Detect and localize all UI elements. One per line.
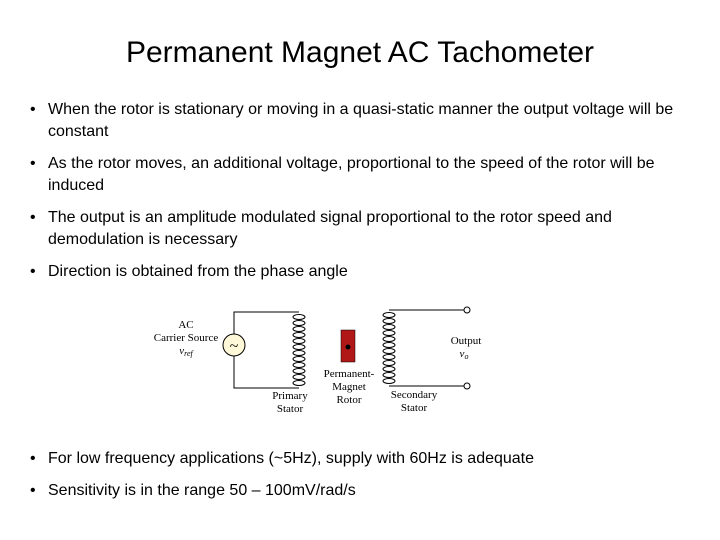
- bullet-text: Direction is obtained from the phase angle: [48, 263, 348, 280]
- output-voltage-symbol: v: [459, 348, 465, 360]
- slide-title: Permanent Magnet AC Tachometer: [125, 36, 595, 69]
- output-label: Output: [450, 335, 482, 347]
- source-voltage-symbol: v: [179, 345, 185, 357]
- rotor-label-1: Permanent-: [323, 368, 375, 380]
- output-voltage-label: [460, 348, 469, 361]
- secondary-stator-label-1: Secondary: [390, 389, 438, 401]
- bullet-text: The output is an amplitude modulated signal proportional to the rotor speed and demodulation is necessary: [48, 209, 612, 248]
- rotor-axis-dot: [346, 345, 351, 350]
- primary-coil-icon: [293, 315, 305, 386]
- rotor-label-3: Rotor: [336, 394, 362, 406]
- bullet-glyph: •: [30, 209, 36, 226]
- secondary-coil-icon: [383, 313, 395, 384]
- secondary-stator-label-2: Stator: [400, 402, 428, 414]
- bullet-item: [30, 448, 700, 470]
- bullet-text: Sensitivity is in the range 50 – 100mV/rad/s: [48, 482, 356, 499]
- bullet-glyph: •: [30, 482, 36, 499]
- bullet-glyph: •: [30, 263, 36, 280]
- source-voltage-label: [179, 345, 194, 358]
- primary-stator-label-2: Stator: [276, 403, 304, 415]
- primary-stator-label-1: Primary: [272, 390, 308, 402]
- bullet-item: [30, 480, 700, 502]
- output-terminal-bottom: [464, 383, 470, 389]
- source-label-ac: AC: [178, 319, 194, 331]
- bullet-text: As the rotor moves, an additional voltage, proportional to the speed of the rotor will be induced: [48, 155, 655, 194]
- secondary-output-wires: [389, 310, 464, 386]
- bullet-text: When the rotor is stationary or moving in a quasi-static manner the output voltage will be constant: [48, 101, 674, 140]
- bullet-glyph: •: [30, 450, 36, 467]
- output-terminal-top: [464, 307, 470, 313]
- rotor-label-2: Magnet: [332, 381, 366, 393]
- bullet-glyph: •: [30, 101, 36, 118]
- tilde-symbol: ~: [229, 338, 239, 355]
- bullet-text: For low frequency applications (~5Hz), supply with 60Hz is adequate: [48, 450, 535, 467]
- source-label-carrier: Carrier Source: [153, 332, 219, 344]
- bullet-glyph: •: [30, 155, 36, 172]
- output-voltage-subscript: o: [464, 352, 469, 361]
- source-voltage-subscript: ref: [184, 349, 193, 358]
